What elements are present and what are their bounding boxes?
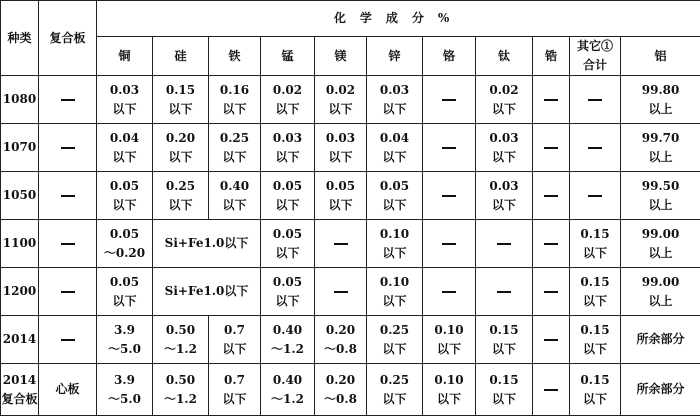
element-header: 镁 (315, 37, 367, 76)
element-cell: 0.15 以下 (570, 220, 621, 268)
element-cell: 0.25 以下 (367, 364, 423, 416)
clad-cell (39, 76, 97, 124)
element-cell: 0.02 以下 (476, 76, 533, 124)
element-header: 锆 (533, 37, 570, 76)
type-cell: 1100 (1, 220, 39, 268)
dash-mark (442, 243, 456, 245)
type-cell: 1070 (1, 124, 39, 172)
element-cell (533, 268, 570, 316)
dash-mark (544, 291, 558, 293)
element-cell: 0.05 以下 (97, 268, 153, 316)
element-cell: 0.04 以下 (367, 124, 423, 172)
element-cell: 99.70 以上 (621, 124, 700, 172)
element-header: 钛 (476, 37, 533, 76)
dash-mark (61, 243, 75, 245)
type-cell: 1050 (1, 172, 39, 220)
element-cell (570, 76, 621, 124)
element-cell: 0.15 以下 (570, 364, 621, 416)
dash-mark (61, 147, 75, 149)
element-cell: 0.05 以下 (97, 172, 153, 220)
type-cell: 2014 复合板 (1, 364, 39, 416)
element-cell: 3.9 ～5.0 (97, 364, 153, 416)
element-cell: 0.15 以下 (153, 76, 209, 124)
dash-mark (61, 339, 75, 341)
dash-mark (544, 99, 558, 101)
element-cell: 所余部分 (621, 364, 700, 416)
clad-cell (39, 316, 97, 364)
element-cell (423, 172, 476, 220)
element-cell: 0.05 以下 (261, 268, 315, 316)
element-cell (533, 364, 570, 416)
element-cell: 0.10 以下 (423, 316, 476, 364)
clad-cell (39, 172, 97, 220)
element-cell: 0.05 ～0.20 (97, 220, 153, 268)
element-cell (533, 316, 570, 364)
table-row (1, 76, 700, 124)
clad-cell (39, 268, 97, 316)
element-cell: 0.40 ～1.2 (261, 364, 315, 416)
element-cell: 0.10 以下 (367, 268, 423, 316)
element-cell (423, 220, 476, 268)
element-cell: 0.05 以下 (315, 172, 367, 220)
element-cell: 99.50 以上 (621, 172, 700, 220)
element-cell (533, 124, 570, 172)
element-cell: 0.25 以下 (209, 124, 261, 172)
element-cell (570, 124, 621, 172)
dash-mark (544, 339, 558, 341)
element-cell (533, 172, 570, 220)
element-cell: 3.9 ～5.0 (97, 316, 153, 364)
clad-cell (39, 124, 97, 172)
element-cell: 0.05 以下 (261, 172, 315, 220)
table-row (1, 172, 700, 220)
element-cell (423, 268, 476, 316)
element-cell (476, 268, 533, 316)
clad-header: 复合板 (39, 1, 97, 76)
element-cell: 0.40 以下 (209, 172, 261, 220)
element-cell: 0.10 以下 (367, 220, 423, 268)
clad-cell (39, 220, 97, 268)
element-cell: 0.20 ～0.8 (315, 364, 367, 416)
element-cell (476, 220, 533, 268)
element-cell: 0.20 ～0.8 (315, 316, 367, 364)
element-cell: 0.25 以下 (367, 316, 423, 364)
element-cell: 0.15 以下 (570, 268, 621, 316)
element-cell: 0.15 以下 (570, 316, 621, 364)
table-row (1, 364, 700, 416)
element-header: 其它① 合计 (570, 37, 621, 76)
element-header: 硅 (153, 37, 209, 76)
dash-mark (497, 291, 511, 293)
element-cell: 0.15 以下 (476, 316, 533, 364)
element-cell: 0.02 以下 (315, 76, 367, 124)
dash-mark (334, 291, 348, 293)
dash-mark (544, 147, 558, 149)
dash-mark (442, 291, 456, 293)
element-cell (533, 220, 570, 268)
element-cell: 0.03 以下 (476, 172, 533, 220)
dash-mark (442, 99, 456, 101)
element-header: 铜 (97, 37, 153, 76)
element-cell: 0.03 以下 (367, 76, 423, 124)
sife-cell: Si+Fe1.0以下 (153, 268, 261, 316)
element-cell (570, 172, 621, 220)
element-cell: 99.80 以上 (621, 76, 700, 124)
element-header: 铬 (423, 37, 476, 76)
element-header: 锌 (367, 37, 423, 76)
element-cell: 0.7 以下 (209, 316, 261, 364)
dash-mark (588, 195, 602, 197)
dash-mark (544, 389, 558, 391)
element-cell: 0.03 以下 (261, 124, 315, 172)
element-cell: 0.03 以下 (97, 76, 153, 124)
element-cell: 99.00 以上 (621, 220, 700, 268)
element-header: 铁 (209, 37, 261, 76)
dash-mark (588, 99, 602, 101)
type-cell: 1080 (1, 76, 39, 124)
clad-cell: 心板 (39, 364, 97, 416)
element-cell (423, 76, 476, 124)
element-cell: 0.03 以下 (476, 124, 533, 172)
element-cell: 0.02 以下 (261, 76, 315, 124)
element-cell: 0.05 以下 (367, 172, 423, 220)
element-cell: 0.50 ～1.2 (153, 364, 209, 416)
dash-mark (61, 195, 75, 197)
table-row (1, 268, 700, 316)
element-cell: 0.20 以下 (153, 124, 209, 172)
table-row (1, 124, 700, 172)
type-cell: 1200 (1, 268, 39, 316)
element-cell (315, 268, 367, 316)
element-cell: 0.25 以下 (153, 172, 209, 220)
table-row (1, 316, 700, 364)
element-cell: 0.04 以下 (97, 124, 153, 172)
element-cell (315, 220, 367, 268)
dash-mark (544, 243, 558, 245)
element-header: 铝 (621, 37, 700, 76)
dash-mark (61, 291, 75, 293)
composition-header: 化学成分% (97, 1, 700, 37)
element-cell: 所余部分 (621, 316, 700, 364)
element-cell: 0.05 以下 (261, 220, 315, 268)
element-cell (533, 76, 570, 124)
dash-mark (442, 147, 456, 149)
dash-mark (588, 147, 602, 149)
type-cell: 2014 (1, 316, 39, 364)
element-cell: 0.16 以下 (209, 76, 261, 124)
element-cell: 0.15 以下 (476, 364, 533, 416)
element-cell: 0.7 以下 (209, 364, 261, 416)
element-cell: 0.40 ～1.2 (261, 316, 315, 364)
table-row (1, 220, 700, 268)
dash-mark (544, 195, 558, 197)
dash-mark (61, 99, 75, 101)
dash-mark (497, 243, 511, 245)
element-cell: 0.50 ～1.2 (153, 316, 209, 364)
element-cell (423, 124, 476, 172)
sife-cell: Si+Fe1.0以下 (153, 220, 261, 268)
element-cell: 0.03 以下 (315, 124, 367, 172)
dash-mark (442, 195, 456, 197)
type-header: 种类 (1, 1, 39, 76)
element-cell: 0.10 以下 (423, 364, 476, 416)
dash-mark (334, 243, 348, 245)
element-header: 锰 (261, 37, 315, 76)
element-cell: 99.00 以上 (621, 268, 700, 316)
